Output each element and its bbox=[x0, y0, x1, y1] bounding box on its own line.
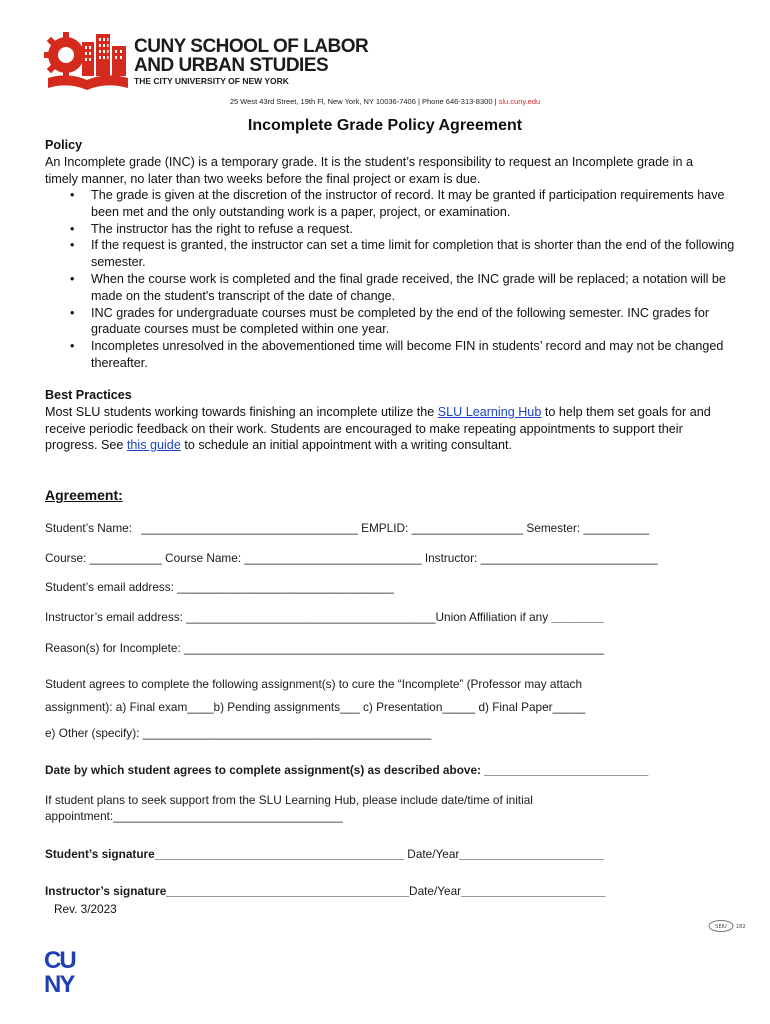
best-practices-text bbox=[45, 404, 725, 454]
policy-bullet bbox=[45, 305, 735, 339]
hub-field[interactable]: ___________________________________ bbox=[113, 809, 343, 823]
policy-bullet bbox=[45, 221, 735, 238]
course-name-label: Course Name: bbox=[165, 551, 242, 565]
instructor-field[interactable]: ___________________________ bbox=[480, 551, 658, 565]
bullet-icon: • bbox=[70, 221, 75, 236]
hub-label: appointment: bbox=[45, 809, 114, 823]
date-agree-field[interactable]: _________________________ bbox=[484, 763, 649, 777]
student-email-field[interactable]: _________________________________ bbox=[177, 580, 394, 594]
instructor-date-field[interactable]: ______________________ bbox=[461, 884, 606, 898]
policy-bullet bbox=[45, 338, 735, 372]
website-link[interactable]: slu.cuny.edu bbox=[498, 97, 541, 106]
student-date-field[interactable]: ______________________ bbox=[459, 847, 604, 861]
address-text: 25 West 43rd Street, 19th Fl, New York, NY 10036-7406 | Phone 646-313-8300 | bbox=[229, 97, 497, 106]
instructor-label: Instructor: bbox=[424, 551, 478, 565]
svg-text:182: 182 bbox=[736, 924, 746, 930]
instructor-signature-row bbox=[45, 884, 605, 898]
other-field[interactable]: ____________________________________________ bbox=[142, 726, 432, 740]
bullet-icon: • bbox=[70, 188, 75, 202]
instructor-email-label: Instructor’s email address: bbox=[45, 610, 183, 624]
slu-learning-hub-link[interactable]: SLU Learning Hub bbox=[437, 405, 542, 419]
emplid-field[interactable]: _________________ bbox=[411, 521, 524, 535]
date-agree-label: Date by which student agrees to complete assignment(s) as described above: bbox=[45, 763, 481, 777]
hub-appointment-row bbox=[45, 809, 343, 823]
student-name-row bbox=[45, 521, 649, 535]
assignments-line[interactable]: assignment): a) Final exam____b) Pending assignments___ c) Presentation_____ d) Final Paper_____ bbox=[45, 700, 586, 714]
student-name-field[interactable]: _________________________________ bbox=[141, 521, 358, 535]
instructor-date-label: Date/Year bbox=[409, 884, 462, 898]
student-signature-label: Student’s signature bbox=[45, 847, 155, 861]
union-field[interactable]: ________ bbox=[551, 610, 604, 624]
hub-line1: If student plans to seek support from the SLU Learning Hub, please include date/time of initial bbox=[45, 793, 533, 807]
instructor-email-row bbox=[45, 610, 604, 624]
bullet-icon: • bbox=[70, 339, 75, 354]
policy-bullet bbox=[45, 271, 735, 305]
bullet-icon: • bbox=[70, 305, 75, 320]
policy-bullet-text: When the course work is completed and the final grade received, the INC grade will be replaced; a notation will be made on the student's transcript of the date of change. bbox=[91, 271, 726, 303]
student-email-label: Student’s email address: bbox=[45, 580, 174, 594]
address-line bbox=[0, 97, 770, 106]
student-signature-row bbox=[45, 847, 604, 861]
student-signature-field[interactable]: ______________________________________ bbox=[154, 847, 405, 861]
bp-text-2: to help them set goals for and receive periodic feedback on their work. Students are encouraged to make repeating appointments to support their progress. See bbox=[45, 405, 711, 453]
date-agree-row bbox=[45, 763, 648, 777]
svg-text:SEIU: SEIU bbox=[715, 924, 727, 931]
svg-text:NY: NY bbox=[44, 971, 74, 994]
document-title: Incomplete Grade Policy Agreement bbox=[247, 117, 523, 134]
cuny-logo bbox=[44, 946, 92, 994]
agreement-heading: Agreement: bbox=[45, 487, 123, 503]
reason-field[interactable]: ________________________________________________________________ bbox=[184, 641, 604, 655]
instructor-signature-label: Instructor’s signature bbox=[45, 884, 167, 898]
student-date-label: Date/Year bbox=[407, 847, 460, 861]
this-guide-link[interactable]: this guide bbox=[126, 438, 181, 453]
policy-heading: Policy bbox=[45, 138, 83, 152]
university-name: THE CITY UNIVERSITY OF NEW YORK bbox=[134, 76, 289, 86]
revision-date: Rev. 3/2023 bbox=[54, 902, 117, 916]
emplid-label: EMPLID: bbox=[361, 521, 409, 535]
policy-bullet bbox=[45, 237, 735, 271]
bp-text-3: to schedule an initial appointment with a writing consultant. bbox=[180, 438, 512, 453]
course-row bbox=[45, 551, 658, 565]
semester-field[interactable]: __________ bbox=[583, 521, 650, 535]
semester-label: Semester: bbox=[526, 521, 581, 535]
policy-bullet-list bbox=[45, 187, 735, 372]
policy-bullet-text: The grade is given at the discretion of the instructor of record. It may be granted if participation requirements have been met and the only outstanding work is a paper, project, or examination. bbox=[91, 188, 725, 219]
reason-row bbox=[45, 641, 604, 655]
other-label: e) Other (specify): bbox=[45, 726, 140, 740]
instructor-signature-field[interactable]: _____________________________________ bbox=[166, 884, 410, 898]
policy-bullet-text: If the request is granted, the instructor can set a time limit for completion that is shorter than the end of the following semester. bbox=[91, 238, 735, 270]
policy-bullet-text: The instructor has the right to refuse a request. bbox=[91, 221, 353, 236]
org-name-line1: CUNY SCHOOL OF LABOR bbox=[134, 36, 369, 57]
org-name-line2: AND URBAN STUDIES bbox=[134, 55, 329, 76]
policy-bullet-text: Incompletes unresolved in the abovementioned time will become FIN in students’ record and may not be changed thereafter. bbox=[91, 339, 724, 370]
reason-label: Reason(s) for Incomplete: bbox=[45, 641, 181, 655]
policy-intro: An Incomplete grade (INC) is a temporary grade. It is the student’s responsibility to request an Incomplete grade in a timely manner, no later than two weeks before the final project or exam is due. bbox=[45, 155, 693, 186]
student-email-row bbox=[45, 580, 394, 594]
svg-text:CU: CU bbox=[44, 947, 75, 974]
course-label: Course: bbox=[45, 551, 87, 565]
union-bug-stamp bbox=[708, 919, 748, 933]
best-practices-heading: Best Practices bbox=[45, 388, 132, 402]
course-field[interactable]: ___________ bbox=[89, 551, 162, 565]
instructor-email-field[interactable]: ______________________________________ bbox=[186, 610, 436, 624]
union-label: Union Affiliation if any bbox=[435, 610, 549, 624]
policy-bullet bbox=[45, 187, 735, 221]
bp-text-1: Most SLU students working towards finishing an incomplete utilize the bbox=[45, 405, 438, 419]
other-row bbox=[45, 726, 431, 740]
bullet-icon: • bbox=[70, 238, 75, 253]
assignments-intro: Student agrees to complete the following assignment(s) to cure the “Incomplete” (Professor may attach bbox=[45, 677, 583, 691]
student-name-label: Student’s Name: bbox=[45, 521, 132, 535]
course-name-field[interactable]: ___________________________ bbox=[244, 551, 422, 565]
bullet-icon: • bbox=[70, 271, 75, 286]
slu-logo-mark bbox=[44, 28, 130, 90]
policy-bullet-text: INC grades for undergraduate courses must be completed by the end of the following semester. INC grades for graduate courses must be completed within one year. bbox=[91, 305, 710, 337]
